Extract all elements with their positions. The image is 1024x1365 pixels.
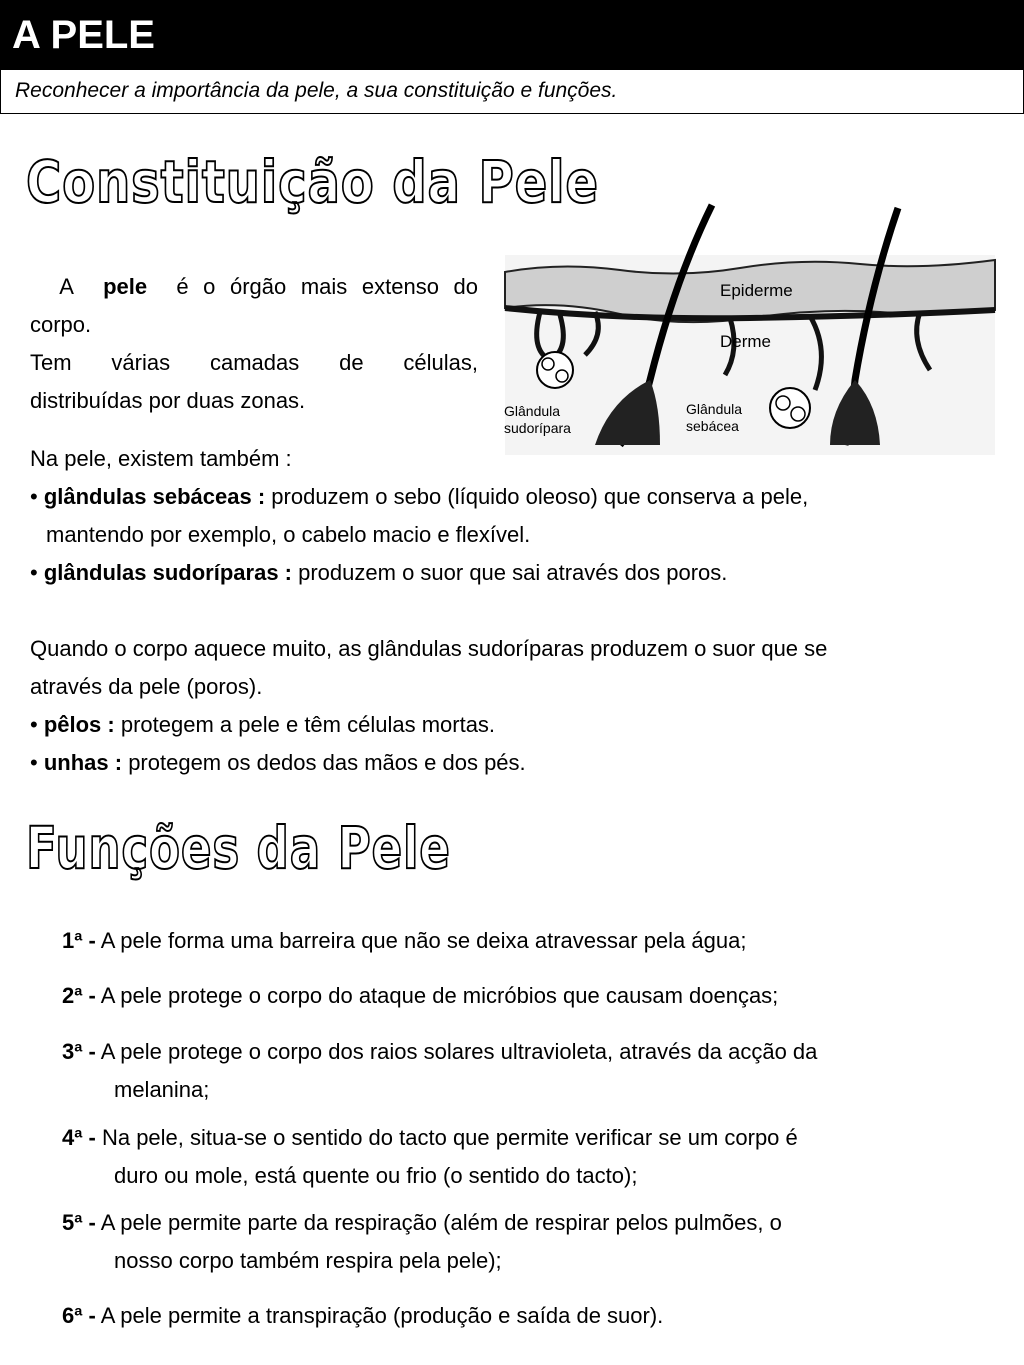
quando-line-1: Quando o corpo aquece muito, as glândulas sudoríparas produzem o suor que se [30, 636, 828, 661]
function-text: A pele permite a transpiração (produção e saída de suor). [100, 1303, 664, 1328]
label-glandula-sudoripara-1: Glândula [504, 403, 561, 419]
function-text-cont: melanina; [114, 1077, 210, 1102]
list-item-unhas: • unhas : protegem os dedos das mãos e dos pés. [30, 750, 526, 775]
list-item-sebaceas: • glândulas sebáceas : produzem o sebo (líquido oleoso) que conserva a pele, [30, 484, 809, 509]
function-text: A pele protege o corpo dos raios solares ultravioleta, através da acção da [100, 1039, 818, 1064]
function-number: 6ª - [62, 1303, 96, 1328]
label-glandula-sebacea-2: sebácea [686, 418, 739, 434]
function-text: A pele forma uma barreira que não se deixa atravessar pela água; [100, 928, 747, 953]
features-list [30, 440, 1010, 782]
page-subtitle: Reconhecer a importância da pele, a sua constituição e funções. [0, 70, 1024, 114]
intro-word-a: A [59, 274, 74, 299]
intro-line-4: distribuídas por duas zonas. [30, 388, 306, 413]
label-glandula-sudoripara-2: sudorípara [504, 420, 571, 436]
function-item-5 [62, 1204, 1002, 1280]
list-item-pelos: • pêlos : protegem a pele e têm células mortas. [30, 712, 496, 737]
function-item-2 [62, 977, 1002, 1015]
function-item-3 [62, 1033, 1002, 1109]
unhas-label: unhas : [43, 750, 123, 775]
intro-word-pele: pele [103, 274, 148, 299]
function-item-6 [62, 1297, 1002, 1335]
intro-paragraph [30, 268, 478, 420]
unhas-text: protegem os dedos das mãos e dos pés. [128, 750, 526, 775]
function-text: Na pele, situa-se o sentido do tacto que permite verificar se um corpo é [101, 1125, 798, 1150]
function-text: A pele protege o corpo do ataque de micróbios que causam doenças; [100, 983, 779, 1008]
list-item-sudoriparas: • glândulas sudoríparas : produzem o suor que sai através dos poros. [30, 560, 728, 585]
function-text-cont: nosso corpo também respira pela pele); [114, 1248, 502, 1273]
pelos-text: protegem a pele e têm células mortas. [120, 712, 496, 737]
intro-line-3: Tem várias camadas de células, [30, 350, 478, 375]
intro-rest: é o órgão mais extenso do [176, 274, 479, 299]
sebaceas-text-cont: mantendo por exemplo, o cabelo macio e flexível. [46, 522, 531, 547]
sebaceas-text: produzem o sebo (líquido oleoso) que conserva a pele, [271, 484, 809, 509]
sudoriparas-label: glândulas sudoríparas : [43, 560, 292, 585]
function-item-1 [62, 922, 1002, 960]
function-number: 4ª - [62, 1125, 96, 1150]
label-glandula-sebacea-1: Glândula [686, 401, 743, 417]
also-line: Na pele, existem também : [30, 446, 292, 471]
label-derme: Derme [720, 332, 772, 351]
label-epiderme: Epiderme [720, 281, 793, 300]
section-heading-constituicao: Constituição da Pele [26, 148, 599, 216]
function-number: 5ª - [62, 1210, 96, 1235]
sudoriparas-text: produzem o suor que sai através dos poros. [298, 560, 728, 585]
sebaceas-label: glândulas sebáceas : [43, 484, 266, 509]
intro-line-2: corpo. [30, 312, 92, 337]
section-heading-funcoes: Funções da Pele [26, 814, 451, 882]
function-text-cont: duro ou mole, está quente ou frio (o sentido do tacto); [114, 1163, 638, 1188]
pelos-label: pêlos : [43, 712, 115, 737]
function-number: 2ª - [62, 983, 96, 1008]
function-item-4 [62, 1119, 1002, 1195]
function-number: 3ª - [62, 1039, 96, 1064]
page-title: A PELE [0, 0, 1024, 70]
intro-line-1 [30, 268, 478, 306]
function-number: 1ª - [62, 928, 96, 953]
quando-line-2: através da pele (poros). [30, 674, 263, 699]
skin-diagram [500, 200, 1000, 460]
function-text: A pele permite parte da respiração (além de respirar pelos pulmões, o [100, 1210, 782, 1235]
